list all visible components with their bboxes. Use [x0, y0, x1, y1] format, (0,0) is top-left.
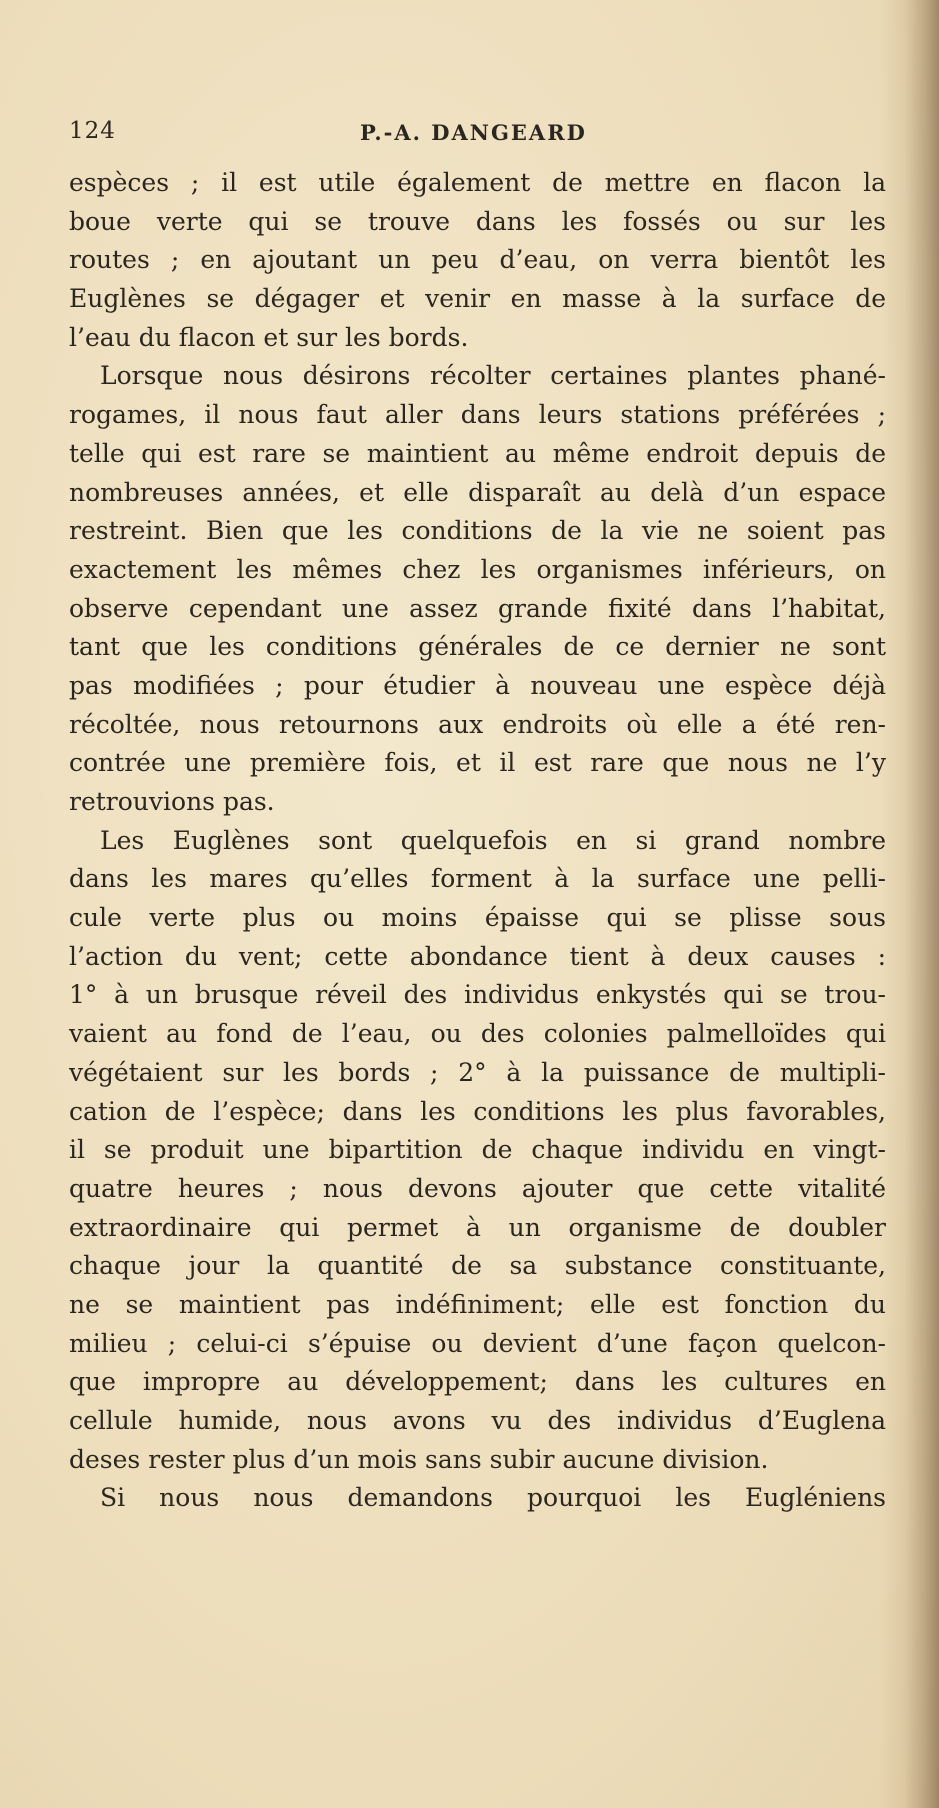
text-line: chaque jour la quantité de sa substance constituante,	[69, 1251, 886, 1281]
text-line: routes ; en ajoutant un peu d’eau, on verra bientôt les	[69, 245, 886, 275]
text-line: que impropre au développement; dans les cultures en	[69, 1367, 886, 1397]
text-line: deses rester plus d’un mois sans subir aucune division.	[69, 1444, 769, 1474]
text-line: l’action du vent; cette abondance tient à deux causes :	[69, 941, 886, 971]
text-line: tant que les conditions générales de ce dernier ne sont	[69, 632, 886, 662]
text-line: boue verte qui se trouve dans les fossés ou sur les	[69, 206, 886, 236]
text-line: cellule humide, nous avons vu des individus d’Euglena	[69, 1406, 886, 1435]
running-title: P.-A. DANGEARD	[360, 120, 587, 145]
text-line: cule verte plus ou moins épaisse qui se plisse sous	[69, 903, 886, 933]
text-line: retrouvions pas.	[69, 787, 275, 816]
page-header	[69, 118, 889, 148]
text-line: exactement les mêmes chez les organismes inférieurs, on	[69, 554, 886, 584]
text-line: extraordinaire qui permet à un organisme de doubler	[69, 1212, 886, 1242]
text-line: récoltée, nous retournons aux endroits où elle a été ren-	[69, 709, 886, 739]
text-line: observe cependant une assez grande fixité dans l’habitat,	[69, 593, 886, 623]
text-line: nombreuses années, et elle disparaît au delà d’un espace	[69, 477, 886, 507]
body-text	[69, 164, 886, 1518]
text-line: dans les mares qu’elles forment à la surface une pelli-	[69, 864, 886, 894]
text-line: pas modifiées ; pour étudier à nouveau une espèce déjà	[69, 670, 886, 700]
paragraph-start-line: Les Euglènes sont quelquefois en si grand nombre	[100, 825, 886, 855]
text-line: vaient au fond de l’eau, ou des colonies palmelloïdes qui	[69, 1019, 886, 1049]
paragraph-start-line: Si nous nous demandons pourquoi les Eugléniens	[100, 1483, 886, 1513]
text-line: contrée une première fois, et il est rare que nous ne l’y	[69, 748, 886, 778]
text-line: ne se maintient pas indéfiniment; elle est fonction du	[69, 1289, 886, 1319]
text-line: telle qui est rare se maintient au même endroit depuis de	[69, 438, 886, 468]
text-line: milieu ; celui-ci s’épuise ou devient d’une façon quelcon-	[69, 1328, 886, 1358]
paragraph-start-line: Lorsque nous désirons récolter certaines plantes phané-	[100, 361, 886, 391]
text-line: quatre heures ; nous devons ajouter que cette vitalité	[69, 1173, 886, 1203]
text-line: Euglènes se dégager et venir en masse à la surface de	[69, 284, 886, 314]
page-number: 124	[69, 118, 116, 144]
text-line: il se produit une bipartition de chaque individu en vingt-	[69, 1135, 886, 1165]
text-line: 1° à un brusque réveil des individus enkystés qui se trou-	[69, 980, 886, 1010]
text-line: rogames, il nous faut aller dans leurs stations préférées ;	[69, 400, 886, 430]
text-line: végétaient sur les bords ; 2° à la puissance de multipli-	[69, 1057, 886, 1087]
text-line: cation de l’espèce; dans les conditions les plus favorables,	[69, 1096, 886, 1126]
text-line: l’eau du flacon et sur les bords.	[69, 322, 469, 352]
text-line: restreint. Bien que les conditions de la vie ne soient pas	[69, 516, 886, 546]
text-line: espèces ; il est utile également de mettre en flacon la	[69, 168, 886, 197]
